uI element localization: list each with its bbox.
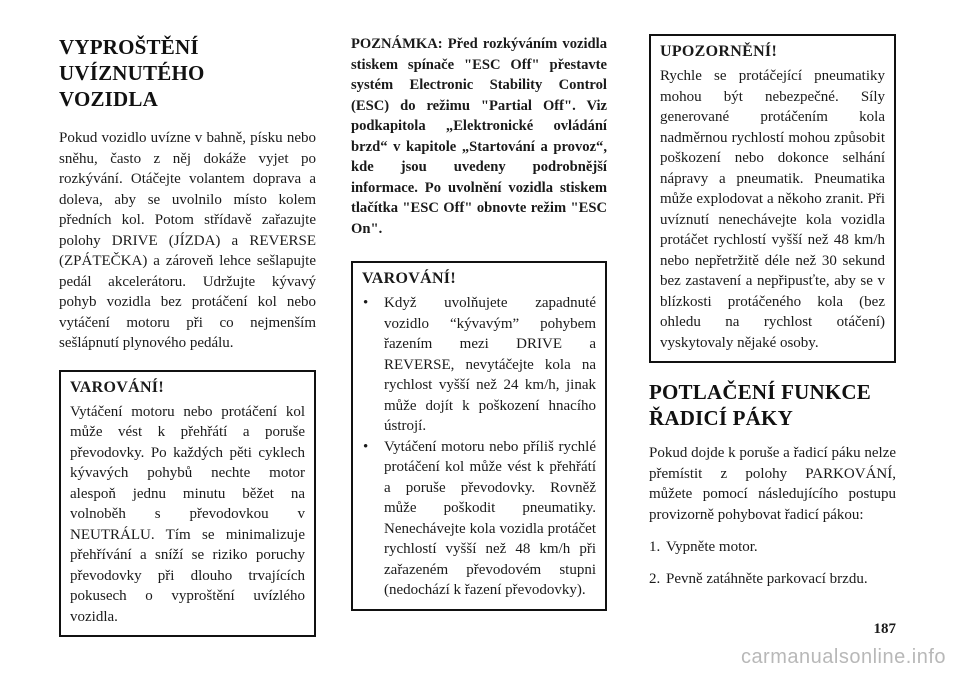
procedure-steps — [649, 537, 896, 589]
section-heading-vyprosteni — [59, 34, 316, 112]
heading-line: UVÍZNUTÉHO — [59, 61, 205, 85]
step-text: Vypněte motor. — [666, 539, 758, 555]
heading-line: VOZIDLA — [59, 87, 158, 111]
warning-box-drivetrain — [351, 261, 607, 611]
warning-box-overheat — [59, 370, 316, 638]
esc-note: POZNÁMKA: Před rozkýváním vozidla stiskem spínače "ESC Off" přestavte systém Electronic Stability Control (ESC) do režimu "Partial Off". Viz podkapitola „Elektronické ovládání brzd“ v kapitole „Startování a provoz“, kde jsou uvedeny podrobnější informace. Po uvolnění vozidla stiskem tlačítka "ESC Off" obnovte režim "ESC On". — [351, 36, 607, 237]
warning-title: VAROVÁNÍ! — [362, 270, 456, 287]
section-heading-shift-override — [649, 379, 896, 431]
shift-override-paragraph: Pokud dojde k poruše a řadicí páku nelze přemístit z polohy PARKOVÁNÍ, můžete pomocí následujícího postupu provizorně pohybovat řadicí pákou: — [649, 445, 897, 523]
page-number: 187 — [873, 621, 896, 637]
step-item — [649, 537, 896, 558]
caution-box-tires — [649, 34, 896, 363]
warning-title: VAROVÁNÍ! — [70, 378, 164, 396]
intro-paragraph: Pokud vozidlo uvízne v bahně, písku nebo sněhu, často z něj dokáže vyjet po rozkývání. Otáčejte volantem doprava a doleva, aby se uvolnilo místo kolem předních kol. Potom střídavě zařazujte polohy DRIVE (JÍZDA) a REVERSE (ZPÁTEČKA) a zároveň lehce sešlapujte pedál akcelerátoru. Udržujte kývavý pohyb vozidla bez protáčení kol nebo vytáčení motoru při co nejmenším sešlápnutí plynového pedálu. — [59, 130, 316, 351]
column-left — [59, 34, 316, 637]
warning-bullet: • Vytáčení motoru nebo příliš rychlé protáčení kol může vést k přehřátí a poruše převodovky. Rovněž může poškodit pneumatiky. Nenechávejte kola vozidla protáčet rychlostí vyšší než 48 km/h při zařazeném převodovém stupni (nedochází k řazení převodovky). — [362, 437, 596, 601]
caution-title: UPOZORNĚNÍ! — [660, 43, 778, 60]
step-item — [649, 569, 896, 590]
heading-line: ŘADICÍ PÁKY — [649, 406, 793, 430]
warning-bullet-list — [362, 293, 596, 601]
heading-line: POTLAČENÍ FUNKCE — [649, 380, 871, 404]
column-right — [649, 34, 896, 600]
caution-text: Rychle se protáčející pneumatiky mohou být nebezpečné. Síly generované protáčením kola nadměrnou rychlostí mohou způsobit poškození nebo dokonce selhání nápravy a pneumatik. Pneumatika může explodovat a někoho zranit. Při uvíznutí nenechávejte kola vozidla protáčet rychlostí vyšší než 48 km/h nebo nepřetržitě déle než 30 sekund bez zastavení a nepřipusťte, aby se v blízkosti protáčeného kola (bez ohledu na rychlost otáčení) vyskytovaly nějaké osoby. — [660, 68, 885, 351]
warning-text: Vytáčení motoru nebo protáčení kol může vést k přehřátí a poruše převodovky. Po každých pěti cyklech kývavých pohybů nechte motor alespoň jednu minutu běžet na volnoběh s převodovkou v NEUTRÁLU. Tím se minimalizuje přehřívání a sníží se riziko poruchy převodovky při dlouho trvajících pokusech o vyproštění uvízlého vozidla. — [70, 403, 305, 625]
heading-line: VYPROŠTĚNÍ — [59, 35, 199, 59]
step-number: 1. — [649, 539, 661, 555]
watermark: carmanualsonline.info — [740, 646, 946, 668]
column-middle — [351, 34, 607, 611]
warning-bullet: • Když uvolňujete zapadnuté vozidlo “kývavým” pohybem řazením mezi DRIVE a REVERSE, nevytáčejte kola na rychlost vyšší než 24 km/h, jinak může dojít k poškození hnacího ústrojí. — [362, 293, 596, 437]
step-number: 2. — [649, 570, 661, 587]
step-text: Pevně zatáhněte parkovací brzdu. — [666, 570, 868, 587]
